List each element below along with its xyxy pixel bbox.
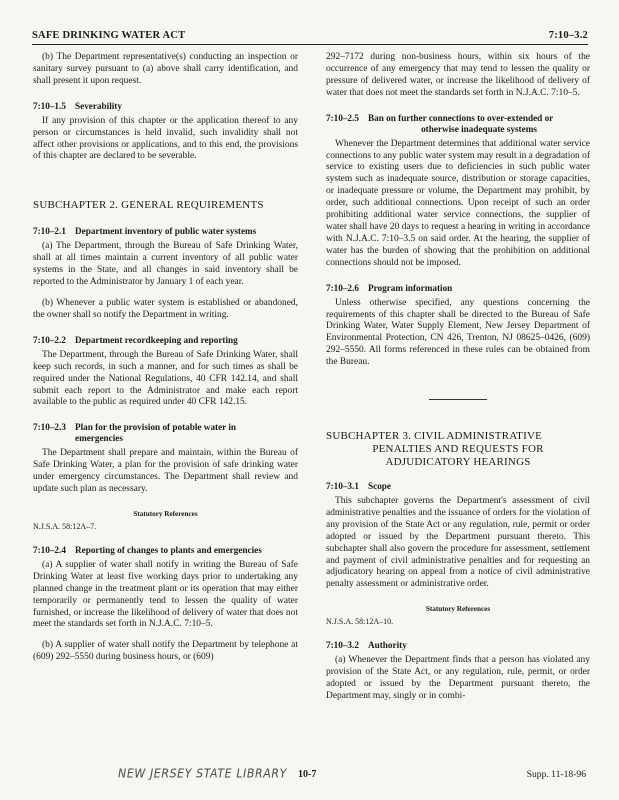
section-number: 7:10–2.2: [33, 334, 66, 345]
section-title: Severability: [75, 100, 122, 111]
paragraph-1-5: If any provision of this chapter or the application thereof to any person or circumstances is held invalid, such invalidity shall not affect other provisions or applications, and to this end, the provisions of this chapter are declared to be severable.: [33, 115, 298, 162]
paragraph-2-1b: (b) Whenever a public water system is established or abandoned, the owner shall so notify the Department in writing.: [33, 297, 298, 320]
paragraph-2-6: Unless otherwise specified, any questions concerning the requirements of this chapter shall be directed to the Bureau of Safe Drinking Water, Water Supply Element, New Jersey Department of Environmental Protection, CN 426, Trenton, NJ 08625–0426, (609) 292–5550. All forms referenced in these rules can be obtained from the Bureau.: [326, 297, 590, 368]
section-heading-2-4: [33, 545, 298, 556]
subchapter-3-line-2: PENALTIES AND REQUESTS FOR: [372, 443, 544, 456]
paragraph-1-4b: (b) The Department representative(s) conducting an inspection or sanitary survey pursuant to (a) above shall carry identification, and shall present it upon request.: [33, 52, 298, 86]
paragraph-2-1a: (a) The Department, through the Bureau of Safe Drinking Water, shall at all times maintain a current inventory of all public water systems in the State, and all changes in said inventory shall be reported to the Administrator by January 1 of each year.: [33, 241, 298, 288]
section-heading-2-5: [326, 113, 590, 135]
statutory-references-label: Statutory References: [425, 605, 491, 614]
section-heading-1-5: [33, 101, 298, 112]
header-title: SAFE DRINKING WATER ACT: [32, 30, 186, 41]
page-number: 10-7: [298, 769, 317, 780]
section-number: 7:10–2.1: [33, 226, 66, 237]
section-title: Scope: [368, 481, 391, 492]
section-title: Department recordkeeping and reporting: [75, 334, 238, 345]
left-column: [33, 52, 298, 664]
section-number: 7:10–3.1: [326, 481, 359, 492]
section-heading-3-2: [326, 640, 590, 651]
page-footer: [0, 767, 619, 787]
section-number: 7:10–3.2: [326, 640, 359, 651]
supplement-date: Supp. 11-18-96: [526, 769, 586, 780]
right-column: [326, 52, 590, 703]
section-heading-2-3: [33, 422, 298, 444]
subchapter-3-line-3: ADJUDICATORY HEARINGS: [385, 456, 531, 469]
paragraph-2-3: The Department shall prepare and maintain, within the Bureau of Safe Drinking Water, a plan for the provision of safe drinking water under emergency circumstances. The Department shall review and update such plan as necessary.: [33, 448, 298, 495]
paragraph-2-5: Whenever the Department determines that additional water service connections to any public water system may result in a degradation of service to existing users due to deficiencies in such public water system such as inadequate source, distribution or storage capacities, or inadequate pressure or volume, the Department may prohibit, by order, such additional connections. Upon receipt of such an order prohibiting additional water service connections, the supplier of water shall have 20 days to request a hearing in writing in accordance with N.J.A.C. 7:10–3.5 on said order. At the hearing, the supplier of water has the burden of showing that the prohibition on additional connections should not be imposed.: [326, 138, 590, 268]
section-title: Program information: [368, 282, 453, 293]
section-heading-2-2: [33, 335, 298, 346]
header-rule: [32, 44, 588, 45]
section-title: Department inventory of public water systems: [75, 226, 257, 237]
section-title-line-1: Plan for the provision of potable water in: [75, 422, 237, 433]
section-title: Reporting of changes to plants and emergencies: [75, 544, 262, 555]
library-stamp: NEW JERSEY STATE LIBRARY: [118, 766, 287, 781]
subchapter-3-line-1: SUBCHAPTER 3. CIVIL ADMINISTRATIVE: [326, 430, 543, 443]
section-heading-2-1: [33, 226, 298, 237]
paragraph-2-4b-continued: 292–7172 during non-business hours, within six hours of the occurrence of any emergency that may tend to lessen the quality or pressure of delivered water, or increase the likelihood of delivery of water that does not meet the standards set forth in N.J.A.C. 7:10–5.: [326, 52, 590, 98]
section-title-line-2: otherwise inadequate systems: [421, 123, 537, 134]
paragraph-2-2: The Department, through the Bureau of Safe Drinking Water, shall keep such records, in such a manner, and for such times as shall be required under the National Regulations, 40 CFR 142.14, and shall submit each report to the Administrator and make each report available to the public as required under 40 CFR 142.15.: [33, 349, 298, 408]
subchapter-2-heading: SUBCHAPTER 2. GENERAL REQUIREMENTS: [33, 199, 264, 212]
paragraph-3-1: This subchapter governs the Department's assessment of civil administrative penalties and the issuance of orders for the violation of any provision of the State Act or any regulation, rule, permit or order adopted or issued by the Department pursuant thereto. This subchapter shall also govern the procedure for assessment, settlement and payment of civil administrative penalties and for requesting an adjudicatory hearing on appeal from a notice of civil administrative penalty assessment or administrative order.: [326, 496, 590, 590]
section-number: 7:10–2.3: [33, 422, 66, 433]
section-number: 7:10–1.5: [33, 100, 66, 111]
section-number: 7:10–2.6: [326, 282, 359, 293]
section-title: Authority: [368, 640, 407, 651]
section-heading-3-1: [326, 481, 590, 492]
paragraph-2-4a: (a) A supplier of water shall notify in writing the Bureau of Safe Drinking Water at least five working days prior to undertaking any planned change in the treatment plant or its operation that may either temporarily or permanently tend to lessen the quality of water furnished, or increase the likelihood of delivery of water that does not meet the standards set forth in N.J.A.C. 7:10–5.: [33, 559, 298, 630]
paragraph-3-2a: (a) Whenever the Department finds that a person has violated any provision of the State Act, or any regulation, rule, permit, or order adopted or issued by the Department pursuant thereto, the Department may, singly or in combi-: [326, 655, 590, 701]
section-number: 7:10–2.4: [33, 544, 66, 555]
statutory-citation: N.J.S.A. 58:12A–10.: [326, 617, 394, 627]
header-section-range: 7:10–3.2: [548, 30, 588, 41]
statutory-citation: N.J.S.A. 58:12A–7.: [33, 521, 97, 531]
section-title-line-2: emergencies: [75, 433, 123, 444]
paragraph-2-4b: (b) A supplier of water shall notify the Department by telephone at (609) 292–5550 during business hours, or (609): [33, 640, 298, 663]
section-number: 7:10–2.5: [326, 112, 359, 123]
subchapter-3-heading: [326, 430, 590, 469]
section-title-line-1: Ban on further connections to over-extended or: [368, 112, 554, 123]
statutory-references-label: Statutory References: [133, 509, 198, 518]
section-heading-2-6: [326, 283, 590, 294]
